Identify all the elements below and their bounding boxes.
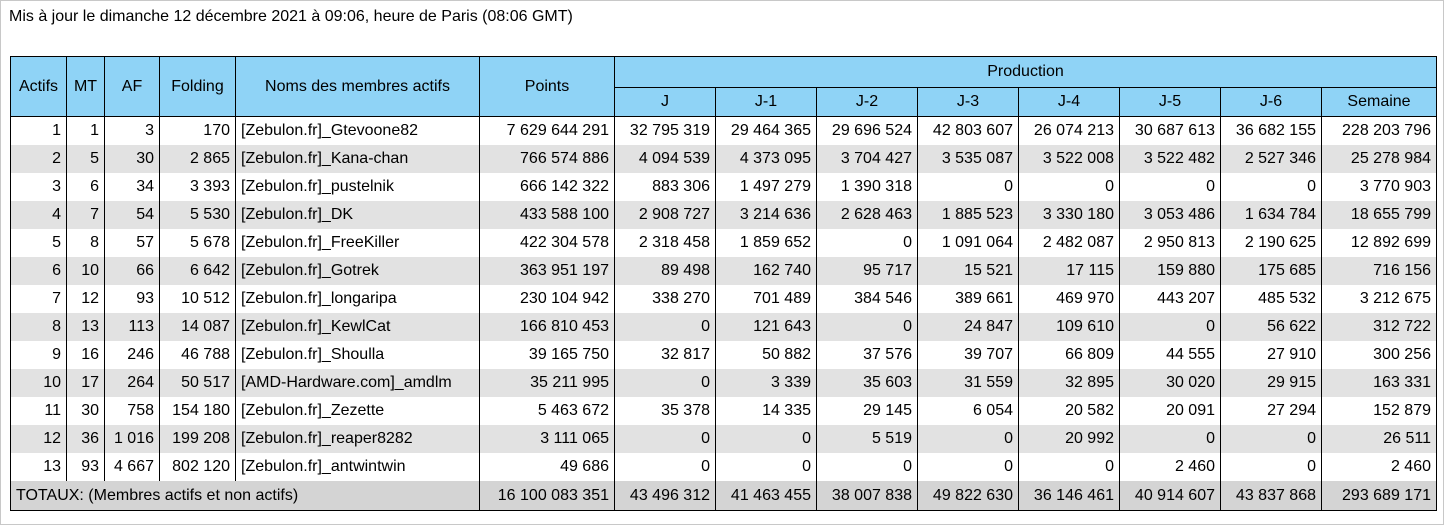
- cell-af: 1 016: [105, 425, 160, 453]
- cell-j-5: 30 687 613: [1120, 117, 1221, 146]
- cell-j-4: 66 809: [1019, 341, 1120, 369]
- cell-j-1: 162 740: [716, 257, 817, 285]
- cell-actifs: 1: [11, 117, 67, 146]
- cell-folding: 50 517: [160, 369, 236, 397]
- cell-actifs: 8: [11, 313, 67, 341]
- cell-j-5: 30 020: [1120, 369, 1221, 397]
- cell-j-3: 24 847: [918, 313, 1019, 341]
- cell-j-4: 469 970: [1019, 285, 1120, 313]
- cell-j-5: 0: [1120, 313, 1221, 341]
- cell-semaine: 228 203 796: [1322, 117, 1437, 146]
- cell-j-5: 2 460: [1120, 453, 1221, 481]
- member-rows: [11, 117, 1437, 482]
- cell-j: 0: [615, 369, 716, 397]
- cell-j-1: 3 214 636: [716, 201, 817, 229]
- totals-semaine: 293 689 171: [1322, 481, 1437, 511]
- cell-points: 433 588 100: [480, 201, 615, 229]
- cell-mt: 10: [67, 257, 105, 285]
- header-day-j-3[interactable]: J-3: [918, 88, 1019, 117]
- cell-mt: 93: [67, 453, 105, 481]
- cell-j-4: 26 074 213: [1019, 117, 1120, 146]
- header-day-j-6[interactable]: J-6: [1221, 88, 1322, 117]
- cell-actifs: 10: [11, 369, 67, 397]
- cell-j-3: 39 707: [918, 341, 1019, 369]
- cell-actifs: 4: [11, 201, 67, 229]
- cell-folding: 10 512: [160, 285, 236, 313]
- cell-j-6: 2 190 625: [1221, 229, 1322, 257]
- cell-j-6: 0: [1221, 173, 1322, 201]
- cell-member-name[interactable]: [Zebulon.fr]_Shoulla: [236, 341, 480, 369]
- cell-j-5: 0: [1120, 173, 1221, 201]
- cell-semaine: 18 655 799: [1322, 201, 1437, 229]
- cell-j-6: 0: [1221, 453, 1322, 481]
- cell-member-name[interactable]: [AMD-Hardware.com]_amdlm: [236, 369, 480, 397]
- cell-folding: 2 865: [160, 145, 236, 173]
- table-row: [11, 369, 1437, 397]
- header-day-j-5[interactable]: J-5: [1120, 88, 1221, 117]
- cell-folding: 46 788: [160, 341, 236, 369]
- cell-j-2: 0: [817, 453, 918, 481]
- cell-j-1: 0: [716, 425, 817, 453]
- cell-af: 3: [105, 117, 160, 146]
- table-row: [11, 173, 1437, 201]
- header-actifs[interactable]: Actifs: [11, 57, 67, 117]
- cell-af: 66: [105, 257, 160, 285]
- cell-j-5: 0: [1120, 425, 1221, 453]
- cell-j-2: 3 704 427: [817, 145, 918, 173]
- cell-j-2: 35 603: [817, 369, 918, 397]
- table-row: [11, 341, 1437, 369]
- cell-j-1: 4 373 095: [716, 145, 817, 173]
- cell-j-4: 3 522 008: [1019, 145, 1120, 173]
- cell-mt: 7: [67, 201, 105, 229]
- cell-member-name[interactable]: [Zebulon.fr]_Gtevoone82: [236, 117, 480, 146]
- cell-j-5: 3 522 482: [1120, 145, 1221, 173]
- table-row: [11, 285, 1437, 313]
- totals-points: 16 100 083 351: [480, 481, 615, 511]
- cell-j-5: 3 053 486: [1120, 201, 1221, 229]
- cell-member-name[interactable]: [Zebulon.fr]_Zezette: [236, 397, 480, 425]
- cell-j: 2 908 727: [615, 201, 716, 229]
- cell-j: 0: [615, 425, 716, 453]
- cell-j-2: 5 519: [817, 425, 918, 453]
- cell-mt: 12: [67, 285, 105, 313]
- header-day-j[interactable]: J: [615, 88, 716, 117]
- cell-af: 264: [105, 369, 160, 397]
- cell-points: 35 211 995: [480, 369, 615, 397]
- totals-j-2: 38 007 838: [817, 481, 918, 511]
- cell-j-6: 29 915: [1221, 369, 1322, 397]
- cell-points: 49 686: [480, 453, 615, 481]
- cell-j-4: 2 482 087: [1019, 229, 1120, 257]
- header-day-j-4[interactable]: J-4: [1019, 88, 1120, 117]
- cell-j-5: 159 880: [1120, 257, 1221, 285]
- cell-j: 35 378: [615, 397, 716, 425]
- cell-j-3: 389 661: [918, 285, 1019, 313]
- cell-semaine: 26 511: [1322, 425, 1437, 453]
- cell-folding: 170: [160, 117, 236, 146]
- cell-j-1: 50 882: [716, 341, 817, 369]
- totals-label: TOTAUX: (Membres actifs et non actifs): [11, 481, 480, 511]
- table-row: [11, 257, 1437, 285]
- header-day-j-2[interactable]: J-2: [817, 88, 918, 117]
- table-row: [11, 229, 1437, 257]
- cell-mt: 30: [67, 397, 105, 425]
- cell-j-4: 3 330 180: [1019, 201, 1120, 229]
- cell-j-5: 2 950 813: [1120, 229, 1221, 257]
- cell-j-6: 56 622: [1221, 313, 1322, 341]
- cell-j-2: 37 576: [817, 341, 918, 369]
- cell-folding: 154 180: [160, 397, 236, 425]
- cell-actifs: 7: [11, 285, 67, 313]
- cell-j-1: 121 643: [716, 313, 817, 341]
- cell-folding: 14 087: [160, 313, 236, 341]
- cell-points: 766 574 886: [480, 145, 615, 173]
- cell-j-4: 17 115: [1019, 257, 1120, 285]
- totals-row: [11, 481, 1437, 511]
- cell-actifs: 2: [11, 145, 67, 173]
- cell-actifs: 3: [11, 173, 67, 201]
- cell-mt: 5: [67, 145, 105, 173]
- cell-j-1: 701 489: [716, 285, 817, 313]
- cell-j: 338 270: [615, 285, 716, 313]
- cell-mt: 36: [67, 425, 105, 453]
- cell-j-6: 175 685: [1221, 257, 1322, 285]
- cell-af: 4 667: [105, 453, 160, 481]
- cell-j-4: 109 610: [1019, 313, 1120, 341]
- cell-actifs: 5: [11, 229, 67, 257]
- cell-semaine: 2 460: [1322, 453, 1437, 481]
- cell-semaine: 3 212 675: [1322, 285, 1437, 313]
- cell-j-3: 1 091 064: [918, 229, 1019, 257]
- totals-j-6: 43 837 868: [1221, 481, 1322, 511]
- totals-j-4: 36 146 461: [1019, 481, 1120, 511]
- cell-member-name[interactable]: [Zebulon.fr]_Gotrek: [236, 257, 480, 285]
- totals-j-5: 40 914 607: [1120, 481, 1221, 511]
- cell-actifs: 9: [11, 341, 67, 369]
- cell-points: 166 810 453: [480, 313, 615, 341]
- header-noms[interactable]: Noms des membres actifs: [236, 57, 480, 117]
- cell-af: 30: [105, 145, 160, 173]
- cell-j-3: 15 521: [918, 257, 1019, 285]
- cell-member-name[interactable]: [Zebulon.fr]_pustelnik: [236, 173, 480, 201]
- cell-j-2: 384 546: [817, 285, 918, 313]
- cell-semaine: 3 770 903: [1322, 173, 1437, 201]
- totals-j: 43 496 312: [615, 481, 716, 511]
- cell-member-name[interactable]: [Zebulon.fr]_longaripa: [236, 285, 480, 313]
- cell-j: 89 498: [615, 257, 716, 285]
- cell-mt: 6: [67, 173, 105, 201]
- cell-mt: 1: [67, 117, 105, 146]
- cell-j-6: 27 910: [1221, 341, 1322, 369]
- header-day-j-1[interactable]: J-1: [716, 88, 817, 117]
- cell-points: 3 111 065: [480, 425, 615, 453]
- header-folding[interactable]: Folding: [160, 57, 236, 117]
- cell-j-4: 0: [1019, 173, 1120, 201]
- cell-member-name[interactable]: [Zebulon.fr]_antwintwin: [236, 453, 480, 481]
- cell-j: 2 318 458: [615, 229, 716, 257]
- table-row: [11, 313, 1437, 341]
- cell-j-2: 0: [817, 229, 918, 257]
- cell-j-6: 485 532: [1221, 285, 1322, 313]
- cell-j-1: 29 464 365: [716, 117, 817, 146]
- cell-actifs: 13: [11, 453, 67, 481]
- cell-j-3: 42 803 607: [918, 117, 1019, 146]
- cell-semaine: 12 892 699: [1322, 229, 1437, 257]
- cell-j-5: 443 207: [1120, 285, 1221, 313]
- cell-j-3: 0: [918, 425, 1019, 453]
- cell-af: 54: [105, 201, 160, 229]
- cell-j-6: 1 634 784: [1221, 201, 1322, 229]
- cell-mt: 8: [67, 229, 105, 257]
- cell-j: 0: [615, 453, 716, 481]
- cell-points: 230 104 942: [480, 285, 615, 313]
- cell-semaine: 152 879: [1322, 397, 1437, 425]
- cell-af: 57: [105, 229, 160, 257]
- cell-actifs: 12: [11, 425, 67, 453]
- cell-j: 32 817: [615, 341, 716, 369]
- cell-j-1: 3 339: [716, 369, 817, 397]
- cell-folding: 6 642: [160, 257, 236, 285]
- cell-folding: 802 120: [160, 453, 236, 481]
- cell-j-3: 0: [918, 453, 1019, 481]
- cell-points: 5 463 672: [480, 397, 615, 425]
- cell-j-4: 32 895: [1019, 369, 1120, 397]
- totals-j-3: 49 822 630: [918, 481, 1019, 511]
- header-semaine[interactable]: Semaine: [1322, 88, 1437, 117]
- cell-af: 758: [105, 397, 160, 425]
- header-production: Production: [615, 57, 1437, 88]
- cell-j-3: 1 885 523: [918, 201, 1019, 229]
- cell-points: 39 165 750: [480, 341, 615, 369]
- cell-j-5: 44 555: [1120, 341, 1221, 369]
- cell-member-name[interactable]: [Zebulon.fr]_Kana-chan: [236, 145, 480, 173]
- cell-folding: 3 393: [160, 173, 236, 201]
- cell-actifs: 11: [11, 397, 67, 425]
- cell-j: 883 306: [615, 173, 716, 201]
- cell-points: 422 304 578: [480, 229, 615, 257]
- cell-j-4: 0: [1019, 453, 1120, 481]
- cell-j-1: 0: [716, 453, 817, 481]
- cell-j-2: 29 696 524: [817, 117, 918, 146]
- cell-folding: 199 208: [160, 425, 236, 453]
- cell-semaine: 25 278 984: [1322, 145, 1437, 173]
- table-row: [11, 425, 1437, 453]
- cell-actifs: 6: [11, 257, 67, 285]
- cell-semaine: 716 156: [1322, 257, 1437, 285]
- cell-af: 246: [105, 341, 160, 369]
- cell-j-2: 2 628 463: [817, 201, 918, 229]
- cell-af: 113: [105, 313, 160, 341]
- cell-j-4: 20 992: [1019, 425, 1120, 453]
- cell-j-3: 6 054: [918, 397, 1019, 425]
- cell-folding: 5 530: [160, 201, 236, 229]
- cell-j-6: 27 294: [1221, 397, 1322, 425]
- cell-j-6: 36 682 155: [1221, 117, 1322, 146]
- cell-j-2: 0: [817, 313, 918, 341]
- cell-member-name[interactable]: [Zebulon.fr]_reaper8282: [236, 425, 480, 453]
- cell-j: 4 094 539: [615, 145, 716, 173]
- header-mt[interactable]: MT: [67, 57, 105, 117]
- cell-folding: 5 678: [160, 229, 236, 257]
- table-row: [11, 397, 1437, 425]
- cell-j-6: 0: [1221, 425, 1322, 453]
- cell-semaine: 312 722: [1322, 313, 1437, 341]
- cell-mt: 16: [67, 341, 105, 369]
- cell-j-2: 95 717: [817, 257, 918, 285]
- cell-j-1: 14 335: [716, 397, 817, 425]
- team-stats-table: [10, 56, 1437, 511]
- cell-j-3: 3 535 087: [918, 145, 1019, 173]
- cell-mt: 13: [67, 313, 105, 341]
- cell-j: 0: [615, 313, 716, 341]
- table-row: [11, 145, 1437, 173]
- table-row: [11, 453, 1437, 481]
- cell-j-2: 29 145: [817, 397, 918, 425]
- cell-points: 666 142 322: [480, 173, 615, 201]
- cell-member-name[interactable]: [Zebulon.fr]_FreeKiller: [236, 229, 480, 257]
- cell-j-5: 20 091: [1120, 397, 1221, 425]
- header-points[interactable]: Points: [480, 57, 615, 117]
- cell-semaine: 300 256: [1322, 341, 1437, 369]
- table-row: [11, 201, 1437, 229]
- cell-points: 363 951 197: [480, 257, 615, 285]
- cell-j-1: 1 497 279: [716, 173, 817, 201]
- cell-member-name[interactable]: [Zebulon.fr]_DK: [236, 201, 480, 229]
- cell-j-6: 2 527 346: [1221, 145, 1322, 173]
- cell-j-1: 1 859 652: [716, 229, 817, 257]
- totals-j-1: 41 463 455: [716, 481, 817, 511]
- cell-j-3: 31 559: [918, 369, 1019, 397]
- cell-j-4: 20 582: [1019, 397, 1120, 425]
- header-af[interactable]: AF: [105, 57, 160, 117]
- cell-j: 32 795 319: [615, 117, 716, 146]
- cell-points: 7 629 644 291: [480, 117, 615, 146]
- cell-mt: 17: [67, 369, 105, 397]
- cell-j-2: 1 390 318: [817, 173, 918, 201]
- cell-af: 93: [105, 285, 160, 313]
- cell-af: 34: [105, 173, 160, 201]
- cell-member-name[interactable]: [Zebulon.fr]_KewlCat: [236, 313, 480, 341]
- cell-semaine: 163 331: [1322, 369, 1437, 397]
- last-updated-text: Mis à jour le dimanche 12 décembre 2021 à 09:06, heure de Paris (08:06 GMT): [9, 8, 573, 25]
- table-row: [11, 117, 1437, 146]
- cell-j-3: 0: [918, 173, 1019, 201]
